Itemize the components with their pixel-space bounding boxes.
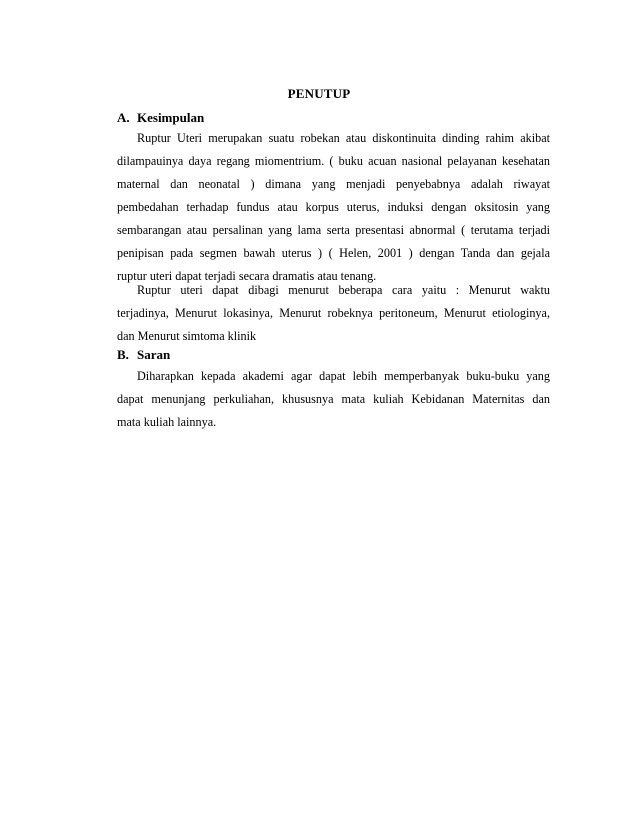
paragraph-line: dilampauinya daya regang miomentrium. ( buku acuan nasional pelayanan kesehatan: [117, 154, 550, 168]
paragraph-line: sembarangan atau persalinan yang lama serta presentasi abnormal ( terutama terjadi: [117, 223, 550, 237]
paragraph-line: dapat menunjang perkuliahan, khususnya mata kuliah Kebidanan Maternitas dan: [117, 392, 550, 406]
paragraph-line: ruptur uteri dapat terjadi secara dramatis atau tenang.: [117, 269, 377, 283]
paragraph-line: dan Menurut simtoma klinik: [117, 329, 257, 343]
paragraph-kesimpulan-1: [117, 127, 550, 288]
paragraph-line: penipisan pada segmen bawah uterus ) ( Helen, 2001 ) dengan Tanda dan gejala: [117, 246, 550, 260]
section-title: Saran: [137, 347, 171, 362]
section-heading-kesimpulan: [117, 110, 204, 126]
paragraph-line: mata kuliah lainnya.: [117, 415, 217, 429]
paragraph-kesimpulan-2: [117, 279, 550, 348]
section-heading-saran: [117, 347, 170, 363]
paragraph-line: pembedahan terhadap fundus atau korpus uterus, induksi dengan oksitosin yang: [117, 200, 550, 214]
paragraph-line: Diharapkan kepada akademi agar dapat lebih memperbanyak buku-buku yang: [137, 369, 550, 383]
section-number: A.: [117, 110, 130, 125]
paragraph-line: terjadinya, Menurut lokasinya, Menurut robeknya peritoneum, Menurut etiologinya,: [117, 306, 550, 320]
section-number: B.: [117, 347, 129, 362]
page-title: PENUTUP: [287, 86, 351, 101]
section-title: Kesimpulan: [137, 110, 205, 125]
paragraph-line: maternal dan neonatal ) dimana yang menjadi penyebabnya adalah riwayat: [117, 177, 550, 191]
paragraph-line: Ruptur uteri dapat dibagi menurut beberapa cara yaitu : Menurut waktu: [137, 283, 550, 297]
paragraph-saran: [117, 365, 550, 434]
paragraph-line: Ruptur Uteri merupakan suatu robekan atau diskontinuita dinding rahim akibat: [137, 131, 550, 145]
